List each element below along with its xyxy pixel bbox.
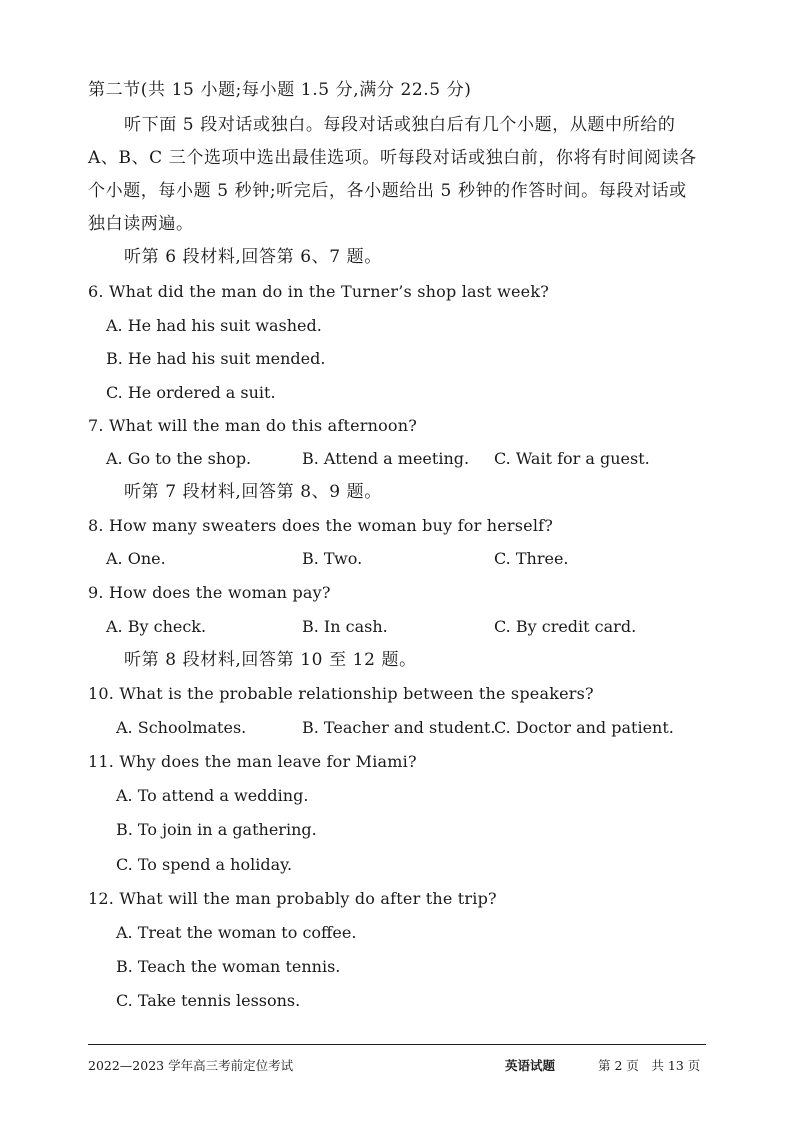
answer-option[interactable]: C. By credit card. xyxy=(494,617,637,636)
footer-divider xyxy=(88,1044,706,1045)
answer-option[interactable]: B. In cash. xyxy=(302,617,388,636)
answer-option[interactable]: A. To attend a wedding. xyxy=(116,786,309,805)
group-intro: 听第 6 段材料,回答第 6、7 题。 xyxy=(124,247,382,267)
answer-option[interactable]: C. To spend a holiday. xyxy=(116,855,293,874)
instruction-line: 独白读两遍。 xyxy=(88,214,194,234)
instruction-line: 听下面 5 段对话或独白。每段对话或独白后有几个小题，从题中所给的 xyxy=(124,115,676,135)
answer-option[interactable]: A. Go to the shop. xyxy=(106,449,252,468)
group-intro: 听第 7 段材料,回答第 8、9 题。 xyxy=(124,482,382,502)
question-stem: 8. How many sweaters does the woman buy for herself? xyxy=(88,516,554,535)
answer-option[interactable]: C. Take tennis lessons. xyxy=(116,991,301,1010)
answer-option[interactable]: A. Treat the woman to coffee. xyxy=(116,923,357,942)
answer-option[interactable]: C. He ordered a suit. xyxy=(106,383,276,402)
answer-option[interactable]: B. To join in a gathering. xyxy=(116,820,317,839)
question-stem: 6. What did the man do in the Turner’s shop last week? xyxy=(88,282,549,301)
question-stem: 11. Why does the man leave for Miami? xyxy=(88,752,417,771)
answer-option[interactable]: A. By check. xyxy=(106,617,207,636)
instruction-line: 个小题，每小题 5 秒钟;听完后，各小题给出 5 秒钟的作答时间。每段对话或 xyxy=(88,181,687,201)
answer-option[interactable]: C. Three. xyxy=(494,549,569,568)
footer-page-number: 第 2 页 共 13 页 xyxy=(598,1058,701,1073)
answer-option[interactable]: B. He had his suit mended. xyxy=(106,349,326,368)
answer-option[interactable]: A. One. xyxy=(106,549,166,568)
question-stem: 12. What will the man probably do after the trip? xyxy=(88,889,497,908)
answer-option[interactable]: B. Teacher and student. xyxy=(302,718,496,737)
answer-option[interactable]: A. He had his suit washed. xyxy=(106,316,322,335)
question-stem: 9. How does the woman pay? xyxy=(88,583,331,602)
answer-option[interactable]: B. Two. xyxy=(302,549,363,568)
group-intro: 听第 8 段材料,回答第 10 至 12 题。 xyxy=(124,650,417,670)
answer-option[interactable]: B. Teach the woman tennis. xyxy=(116,957,341,976)
section-heading: 第二节(共 15 小题;每小题 1.5 分,满分 22.5 分) xyxy=(88,80,472,100)
answer-option[interactable]: C. Doctor and patient. xyxy=(494,718,674,737)
instruction-line: A、B、C 三个选项中选出最佳选项。听每段对话或独白前，你将有时间阅读各 xyxy=(88,148,697,168)
answer-option[interactable]: C. Wait for a guest. xyxy=(494,449,650,468)
answer-option[interactable]: B. Attend a meeting. xyxy=(302,449,470,468)
answer-option[interactable]: A. Schoolmates. xyxy=(116,718,247,737)
question-stem: 10. What is the probable relationship between the speakers? xyxy=(88,684,594,703)
question-stem: 7. What will the man do this afternoon? xyxy=(88,416,418,435)
footer-exam-name: 2022—2023 学年高三考前定位考试 xyxy=(88,1058,294,1073)
footer-subject: 英语试题 xyxy=(505,1058,556,1073)
